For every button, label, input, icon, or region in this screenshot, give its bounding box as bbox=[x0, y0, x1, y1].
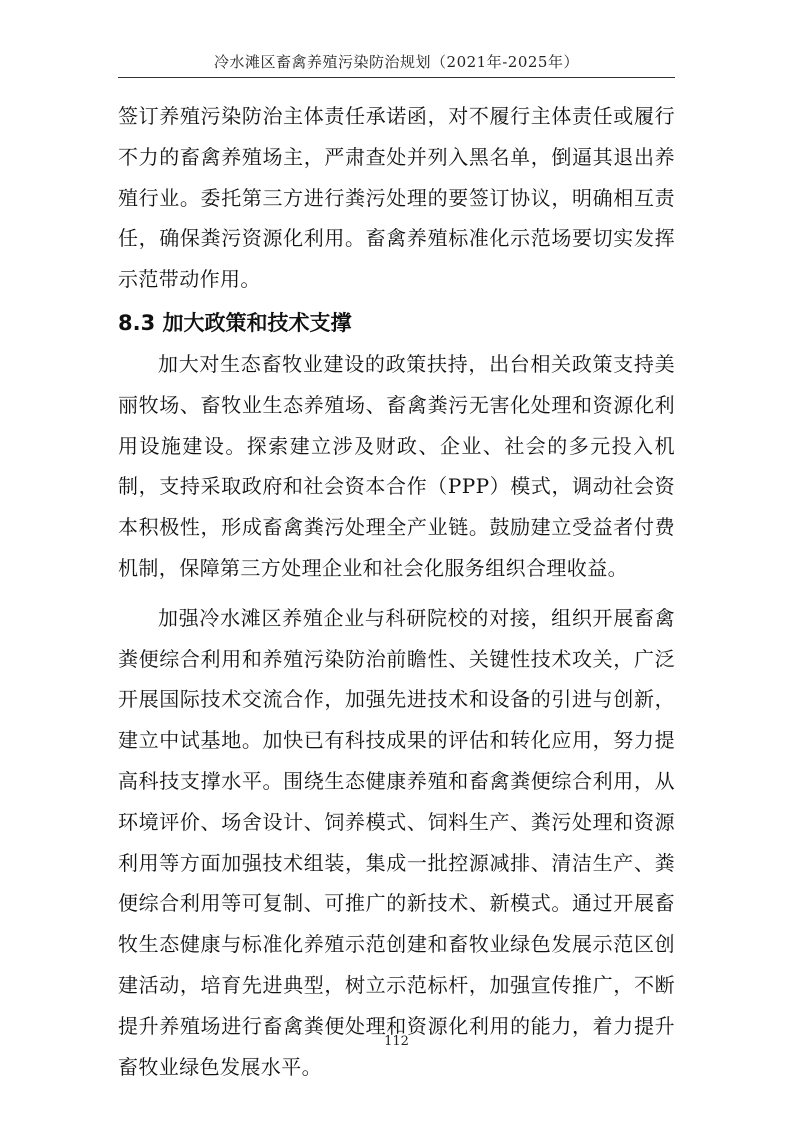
paragraph-technical-support: 加强冷水滩区养殖企业与科研院校的对接，组织开展畜禽粪便综合利用和养殖污染防治前瞻性、关键性技术攻关，广泛开展国际技术交流合作，加强先进技术和设备的引进与创新，建立中试基地。加快已有科技成果的评估和转化应用，努力提高科技支撑水平。围绕生态健康养殖和畜禽粪便综合利用，从环境评价、场舍设计、饲养模式、饲料生产、粪污处理和资源利用等方面加强技术组装，集成一批控源减排、清洁生产、粪便综合利用等可复制、可推广的新技术、新模式。通过开展畜牧生态健康与标准化养殖示范创建和畜牧业绿色发展示范区创建活动，培育先进典型，树立示范标杆，加强宣传推广，不断提升养殖场进行畜禽粪便处理和资源化利用的能力，着力提升畜牧业绿色发展水平。 bbox=[118, 605, 675, 1079]
running-header: 冷水滩区畜禽养殖污染防治规划（2021年-2025年） bbox=[214, 53, 579, 71]
header-divider bbox=[118, 77, 675, 78]
page-body bbox=[118, 96, 675, 1087]
page-number: 112 bbox=[384, 1034, 409, 1049]
paragraph-policy-support: 加大对生态畜牧业建设的政策扶持，出台相关政策支持美丽牧场、畜牧业生态养殖场、畜禽粪污无害化处理和资源化利用设施建设。探索建立涉及财政、企业、社会的多元投入机制，支持采取政府和社会资本合作（PPP）模式，调动社会资本积极性，形成畜禽粪污处理全产业链。鼓励建立受益者付费机制，保障第三方处理企业和社会化服务组织合理收益。 bbox=[118, 351, 675, 580]
paragraph-continuation: 签订养殖污染防治主体责任承诺函，对不履行主体责任或履行不力的畜禽养殖场主，严肃查处并列入黑名单，倒逼其退出养殖行业。委托第三方进行粪污处理的要签订协议，明确相互责任，确保粪污资源化利用。畜禽养殖标准化示范场要切实发挥示范带动作用。 bbox=[118, 104, 675, 292]
section-heading: 8.3 加大政策和技术支撑 bbox=[118, 310, 352, 335]
